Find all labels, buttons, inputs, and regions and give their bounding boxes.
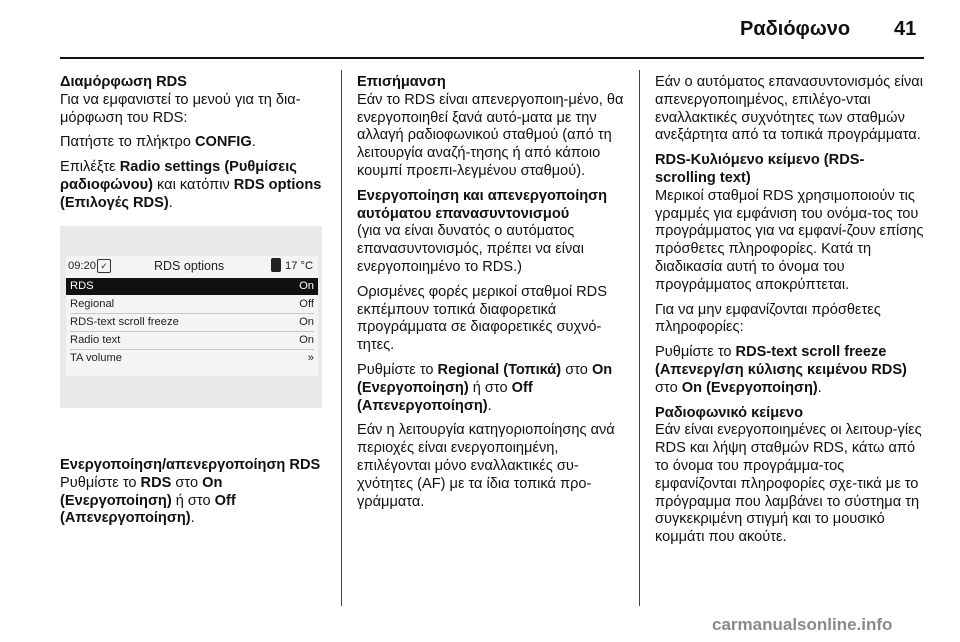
display-title: RDS options [154,259,225,273]
menu-row-scroll-freeze[interactable]: RDS-text scroll freeze On [70,316,314,328]
column-3 [655,74,925,554]
paragraph: Ορισμένες φορές μερικοί σταθμοί RDS εκπέμπουν τοπικά διαφορετικά προγράμματα σε διαφορετικές συχνό-τητες. [357,283,607,354]
display-time: 09:20 [68,260,96,272]
menu-row-radio-text[interactable]: Radio text On [70,334,314,346]
display-temperature: 17 °C [285,260,314,272]
display-status-bar [66,256,318,278]
paragraph: Ρυθμίστε το Regional (Τοπικά) στο On (Ενεργοποίηση) ή στο Off (Απενεργοποίηση). [357,361,613,414]
paragraph: Ρυθμίστε το RDS στο On (Ενεργοποίηση) ή στο Off (Απενεργοποίηση). [60,474,236,527]
menu-row-regional[interactable]: Regional Off [70,298,314,310]
column-divider [639,70,640,606]
paragraph: Εάν είναι ενεργοποιημένες οι λειτουρ-γίες RDS και λήψη σταθμών RDS, κάτω από το όνομα του προγράμμα-τος εμφανίζονται πληροφορίες σχε-τικά με το πρόγραμμα που λαμβάνει το σύστημα τη συγκεκριμένη στιγμή και το μουσικό κομμάτι που ακούτε. [655,422,922,546]
column-1 [60,74,326,220]
page-number: 41 [894,18,917,40]
menu-radio-settings: Radio settings (Ρυθμίσεις ραδιοφώνου) [60,159,297,193]
paragraph: Για να μην εμφανίζονται πρόσθετες πληροφορίες: [655,301,881,336]
paragraph: (για να είναι δυνατός ο αυτόματος επανασυντονισμός, πρέπει να είναι ενεργοποιημένο το RDS.) [357,223,584,275]
menu-rds-options: RDS options (Επιλογές RDS) [60,176,322,211]
check-icon: ✓ [97,259,111,273]
paragraph: Πατήστε το πλήκτρο CONFIG. [60,134,256,151]
watermark: carmanualsonline.info [712,615,893,634]
heading-rds-configuration: Διαμόρφωση RDS [60,74,187,90]
rds-options-screenshot [60,226,322,408]
display-screen [66,256,318,376]
heading-rds-toggle: Ενεργοποίηση/απενεργοποίηση RDS [60,457,321,473]
column-2 [357,74,627,518]
paragraph: Για να εμφανιστεί το μενού για τη δια-μόρφωση του RDS: [60,91,301,126]
heading-auto-retune: Ενεργοποίηση και απενεργοποίηση αυτόματου επανασυντονισμού [357,187,608,222]
chevron-right-icon: » [307,352,314,364]
paragraph: Ρυθμίστε το RDS-text scroll freeze (Απενεργ/ση κύλισης κειμένου RDS) στο On (Ενεργοποίηση). [655,344,907,396]
paragraph: Εάν η λειτουργία κατηγοριοποίησης ανά περιοχές είναι ενεργοποιημένη, επιλέγονται μόνο εναλλακτικές συ-χνότητες (AF) με τα ίδια τοπικά προ-γράμματα. [357,422,615,510]
header-rule [60,57,924,59]
thermometer-icon [271,258,281,272]
paragraph: Εάν ο αυτόματος επανασυντονισμός είναι απενεργοποιημένος, επιλέγο-νται εναλλακτικές συχνότητες των σταθμών ανεξάρτητα από τα τοπικά προγράμματα. [655,74,923,144]
note-text: Εάν το RDS είναι απενεργοποιη-μένο, θα ενεργοποιηθεί ξανά αυτό-ματα με την αλλαγή ραδιοφωνικού σταθμού (από τη λειτουργία αναζή-τησης ή από κάποιο κουμπί προεπι-λεγμένου σταθμού). [357,91,624,179]
heading-radio-text: Ραδιοφωνικό κείμενο [655,404,804,421]
paragraph: Μερικοί σταθμοί RDS χρησιμοποιούν τις γραμμές για εμφάνιση του ονόμα-τος του προγράμματος για να εμφανί-ζουν επίσης πρόσθετες πληροφορίες. Κατά τη διαδικασία αυτή το όνομα του προγράμματος αποκρύπτεται. [655,187,924,293]
note-heading: Επισήμανση [357,74,446,90]
column-divider [341,70,342,606]
column-1-lower [60,457,326,535]
menu-row-rds[interactable]: RDS On [66,278,318,295]
menu-row-ta-volume[interactable]: TA volume » [70,352,314,364]
section-title: Ραδιόφωνο [740,18,851,40]
paragraph: Επιλέξτε Radio settings (Ρυθμίσεις ραδιοφώνου) και κατόπιν RDS options (Επιλογές RDS). [60,159,322,211]
config-key-label: CONFIG [194,134,252,151]
page-header [0,0,960,54]
heading-scrolling-text: RDS-Κυλιόμενο κείμενο (RDS-scrolling text) [655,152,865,186]
